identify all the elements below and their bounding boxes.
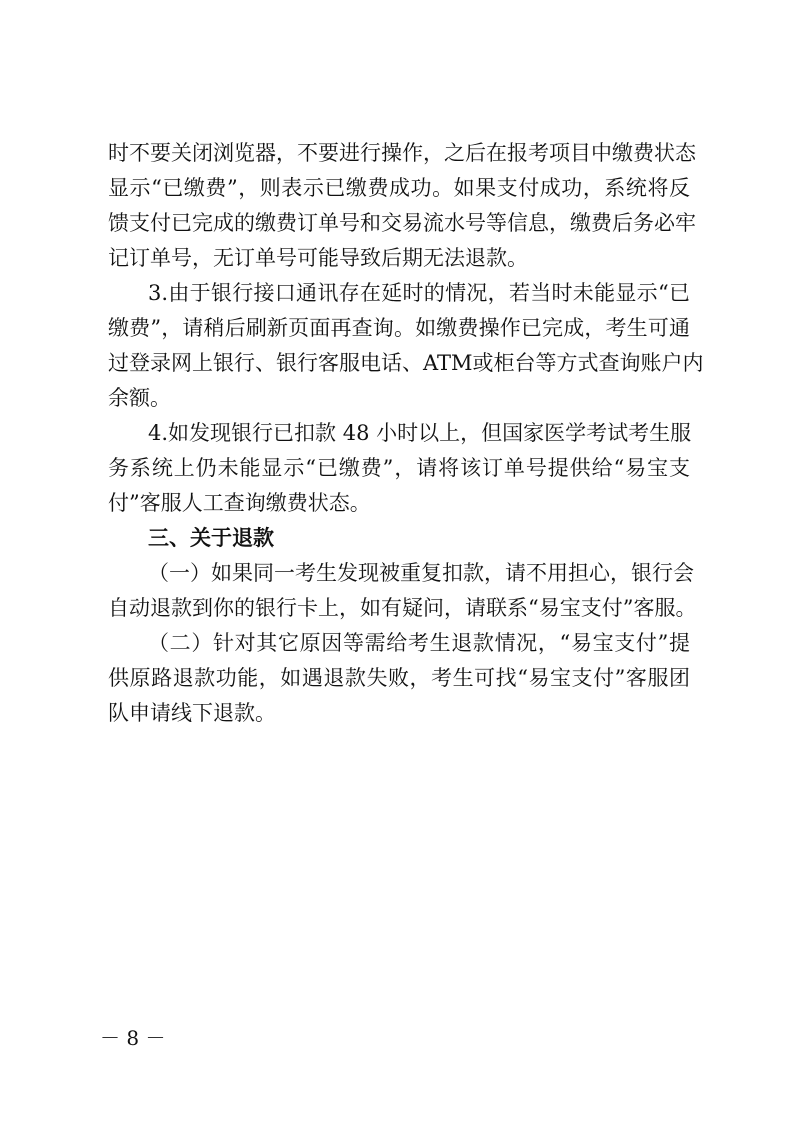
paragraph-line: 供原路退款功能，如遇退款失败，考生可找“易宝支付”客服团 — [108, 666, 690, 690]
paragraph-line: 过登录网上银行、银行客服电话、ATM或柜台等方式查询账户内 — [108, 351, 704, 375]
paragraph-line: 务系统上仍未能显示“已缴费”，请将该订单号提供给“易宝支 — [108, 456, 690, 480]
paragraph-line: 记订单号，无订单号可能导致后期无法退款。 — [108, 246, 528, 270]
paragraph-line: 余额。 — [108, 386, 171, 410]
paragraph-line: 付”客服人工查询缴费状态。 — [108, 491, 371, 515]
paragraph-line: 时不要关闭浏览器，不要进行操作，之后在报考项目中缴费状态 — [108, 141, 696, 165]
paragraph-line: 馈支付已完成的缴费订单号和交易流水号等信息，缴费后务必牢 — [108, 211, 696, 235]
paragraph-line: （一）如果同一考生发现被重复扣款，请不用担心，银行会 — [148, 561, 694, 585]
paragraph-line: 缴费”，请稍后刷新页面再查询。如缴费操作已完成，考生可通 — [108, 316, 690, 340]
paragraph-line: 自动退款到你的银行卡上，如有疑问，请联系“易宝支付”客服。 — [108, 596, 697, 620]
paragraph-line: （二）针对其它原因等需给考生退款情况，“易宝支付”提 — [148, 631, 690, 655]
section-heading: 三、关于退款 — [148, 526, 274, 550]
paragraph-line: 显示“已缴费”，则表示已缴费成功。如果支付成功，系统将反 — [108, 176, 690, 200]
paragraph-line: 队申请线下退款。 — [108, 701, 276, 725]
paragraph-line: 3.由于银行接口通讯存在延时的情况，若当时未能显示“已 — [148, 281, 690, 305]
paragraph-line: 4.如发现银行已扣款 48 小时以上，但国家医学考试考生服 — [148, 421, 692, 445]
page-number: － 8 － — [100, 1026, 166, 1050]
